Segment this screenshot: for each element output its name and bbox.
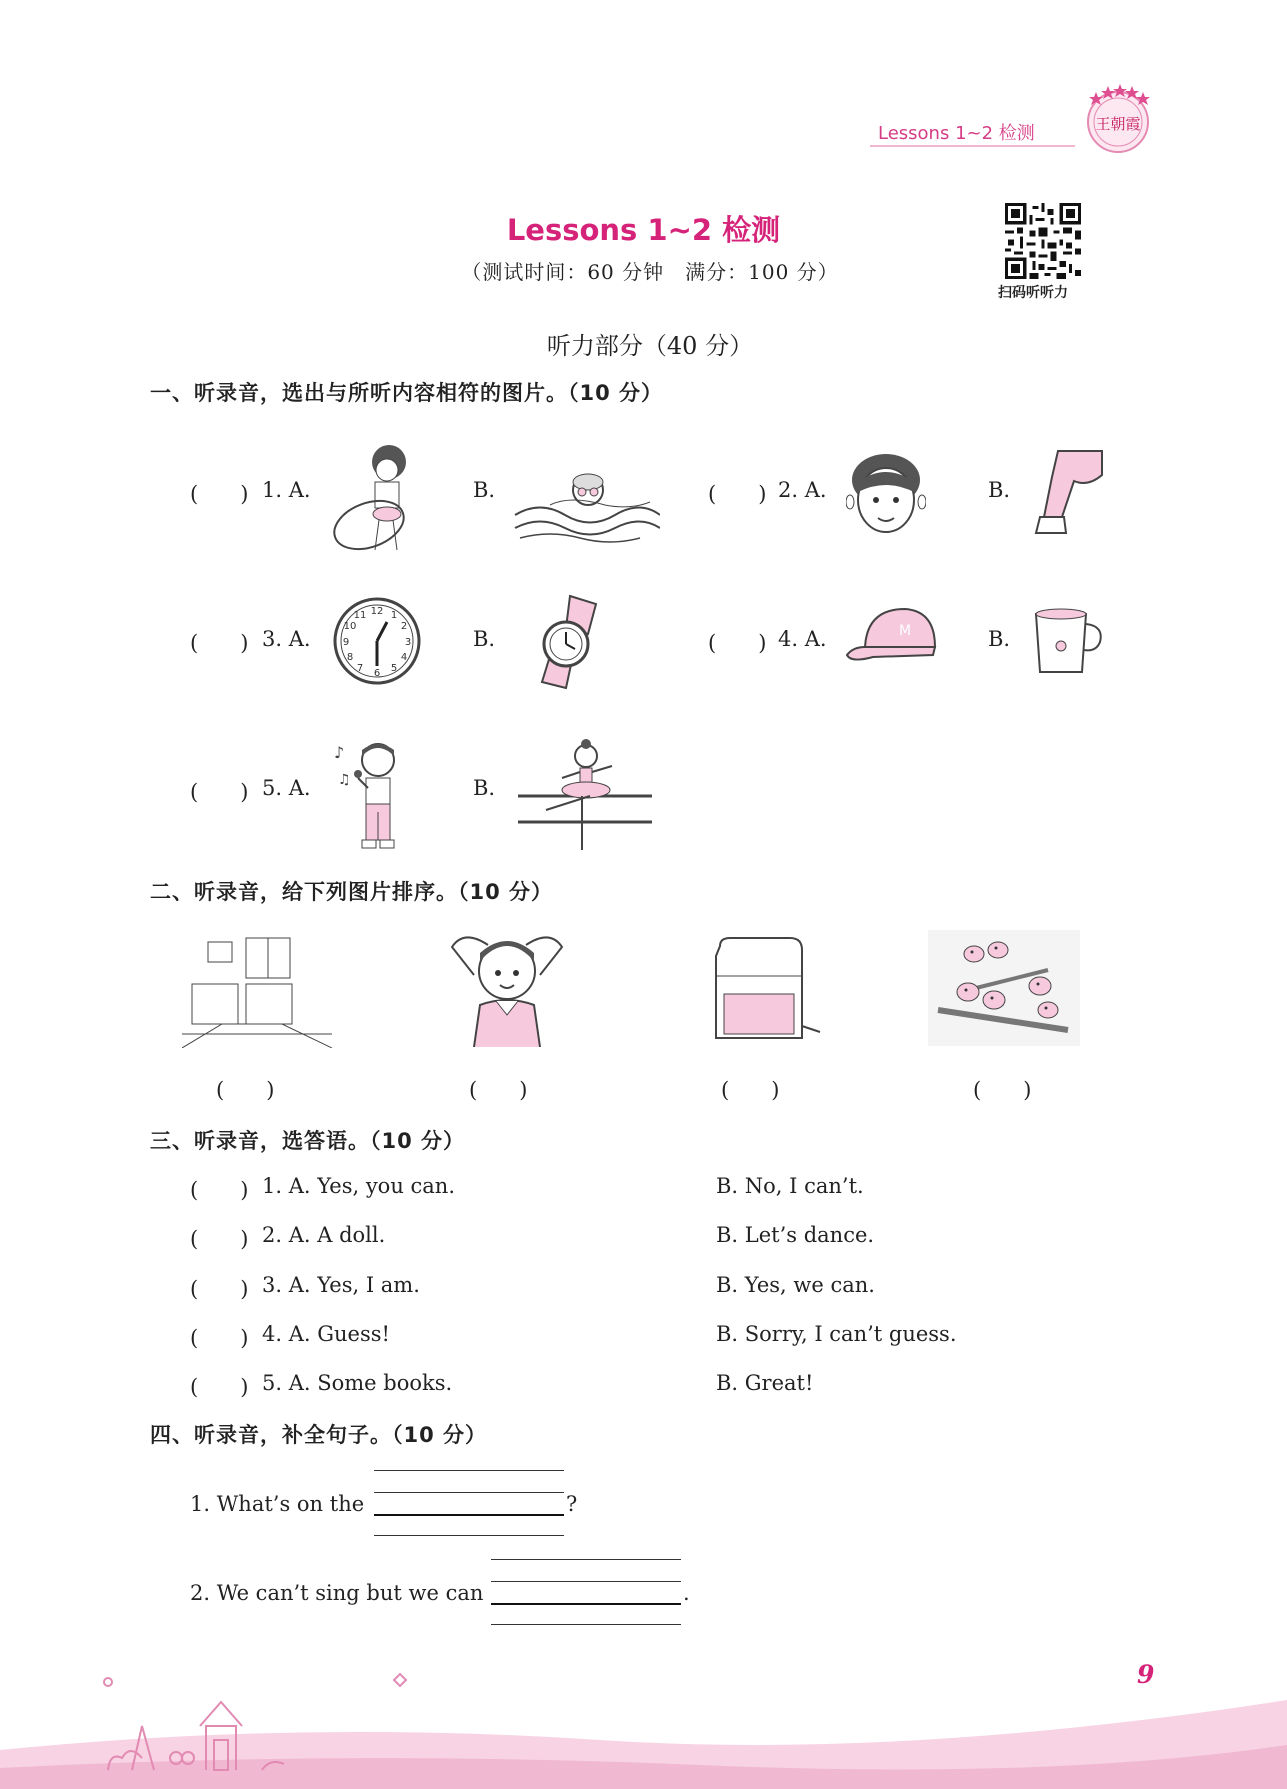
section1-heading: 一、听录音，选出与所听内容相符的图片。（10 分） bbox=[150, 381, 664, 405]
qr-caption: 扫码听听力 bbox=[998, 285, 1068, 301]
order-blank[interactable]: ( ) bbox=[216, 1078, 275, 1102]
answer-blank[interactable]: ( ) bbox=[190, 1375, 249, 1399]
option-b-label: B. bbox=[473, 478, 496, 502]
sentence-text: 2. We can’t sing but we can bbox=[190, 1581, 484, 1605]
writing-guide-line bbox=[374, 1535, 564, 1536]
question-number: 2. A. bbox=[778, 478, 827, 502]
option-b-text: B. Yes, we can. bbox=[716, 1273, 875, 1297]
question-number: 5. A. bbox=[262, 776, 311, 800]
sentence-text: 1. What’s on the bbox=[190, 1492, 365, 1516]
svg-text:7: 7 bbox=[356, 663, 364, 674]
svg-text:6: 6 bbox=[373, 668, 381, 679]
writing-guide-line bbox=[491, 1624, 681, 1625]
option-b-label: B. bbox=[473, 627, 496, 651]
qr-code-icon[interactable] bbox=[1004, 203, 1082, 279]
svg-text:1: 1 bbox=[390, 610, 398, 621]
answer-blank[interactable]: ( ) bbox=[708, 482, 767, 506]
answer-blank[interactable]: ( ) bbox=[708, 631, 767, 655]
svg-text:5: 5 bbox=[390, 663, 398, 674]
writing-guide-line bbox=[491, 1559, 681, 1560]
footer-decoration bbox=[0, 1640, 1287, 1789]
answer-blank[interactable]: ( ) bbox=[190, 631, 249, 655]
option-b-label: B. bbox=[473, 776, 496, 800]
section3-heading: 三、听录音，选答语。（10 分） bbox=[150, 1129, 466, 1153]
svg-text:9: 9 bbox=[342, 637, 350, 648]
option-b-text: B. Sorry, I can’t guess. bbox=[716, 1322, 957, 1346]
watch-image[interactable] bbox=[532, 594, 610, 690]
answer-writing-line[interactable] bbox=[374, 1514, 564, 1516]
order-blank[interactable]: ( ) bbox=[973, 1078, 1032, 1102]
option-a-text: 1. A. Yes, you can. bbox=[262, 1174, 456, 1198]
answer-blank[interactable]: ( ) bbox=[190, 780, 249, 804]
svg-text:4: 4 bbox=[400, 652, 408, 663]
girl-hula-hoop-image[interactable] bbox=[327, 440, 435, 556]
answer-blank[interactable]: ( ) bbox=[190, 1178, 249, 1202]
page-number: 9 bbox=[1137, 1660, 1155, 1689]
svg-text:M: M bbox=[898, 623, 912, 639]
boy-touching-head-image[interactable] bbox=[444, 925, 570, 1047]
section4-heading: 四、听录音，补全句子。（10 分） bbox=[150, 1423, 488, 1447]
writing-guide-line bbox=[374, 1470, 564, 1471]
option-a-text: 2. A. A doll. bbox=[262, 1223, 386, 1247]
option-b-text: B. Let’s dance. bbox=[716, 1223, 875, 1247]
answer-writing-line[interactable] bbox=[491, 1603, 681, 1605]
option-a-text: 5. A. Some books. bbox=[262, 1371, 453, 1395]
cup-image[interactable] bbox=[1030, 606, 1106, 678]
sentence-end: . bbox=[683, 1581, 690, 1605]
boy-face-image[interactable] bbox=[846, 452, 926, 540]
order-blank[interactable]: ( ) bbox=[469, 1078, 528, 1102]
birds-in-tree-image[interactable] bbox=[928, 930, 1080, 1046]
seal-label: 王朝霞 bbox=[1095, 115, 1141, 133]
option-b-label: B. bbox=[988, 627, 1011, 651]
running-header: Lessons 1~2 检测 bbox=[878, 123, 1035, 144]
boy-swimming-image[interactable] bbox=[510, 460, 660, 546]
question-number: 3. A. bbox=[262, 627, 311, 651]
svg-text:2: 2 bbox=[400, 621, 408, 632]
writing-guide-line bbox=[491, 1581, 681, 1582]
header-rule bbox=[870, 145, 1075, 147]
answer-blank[interactable]: ( ) bbox=[190, 1227, 249, 1251]
svg-text:8: 8 bbox=[346, 652, 354, 663]
answer-blank[interactable]: ( ) bbox=[190, 1326, 249, 1350]
schoolbag-image[interactable] bbox=[706, 936, 822, 1046]
svg-text:♫: ♫ bbox=[338, 772, 351, 788]
order-blank[interactable]: ( ) bbox=[721, 1078, 780, 1102]
svg-text:10: 10 bbox=[343, 621, 357, 632]
answer-blank[interactable]: ( ) bbox=[190, 1277, 249, 1301]
sentence-end: ? bbox=[566, 1492, 578, 1516]
svg-text:11: 11 bbox=[353, 610, 367, 621]
svg-text:♪: ♪ bbox=[334, 743, 345, 762]
cap-image[interactable] bbox=[843, 603, 941, 669]
brand-seal-icon bbox=[1076, 80, 1160, 156]
leg-knee-image[interactable] bbox=[1030, 447, 1106, 539]
page-subtitle: （测试时间：60 分钟 满分：100 分） bbox=[461, 260, 839, 284]
svg-text:12: 12 bbox=[370, 606, 384, 617]
section2-heading: 二、听录音，给下列图片排序。（10 分） bbox=[150, 880, 554, 904]
question-number: 1. A. bbox=[262, 478, 311, 502]
girl-dancing-image[interactable] bbox=[518, 738, 652, 856]
option-a-text: 3. A. Yes, I am. bbox=[262, 1273, 420, 1297]
option-b-label: B. bbox=[988, 478, 1011, 502]
page-title: Lessons 1~2 检测 bbox=[506, 213, 781, 247]
boy-singing-image[interactable] bbox=[330, 738, 414, 854]
classroom-image[interactable] bbox=[182, 934, 332, 1048]
part-title: 听力部分（40 分） bbox=[546, 332, 754, 360]
option-b-text: B. No, I can’t. bbox=[716, 1174, 864, 1198]
svg-text:3: 3 bbox=[404, 637, 412, 648]
option-b-text: B. Great! bbox=[716, 1371, 814, 1395]
option-a-text: 4. A. Guess! bbox=[262, 1322, 390, 1346]
answer-blank[interactable]: ( ) bbox=[190, 482, 249, 506]
clock-image[interactable] bbox=[332, 596, 422, 686]
question-number: 4. A. bbox=[778, 627, 827, 651]
writing-guide-line bbox=[374, 1492, 564, 1493]
